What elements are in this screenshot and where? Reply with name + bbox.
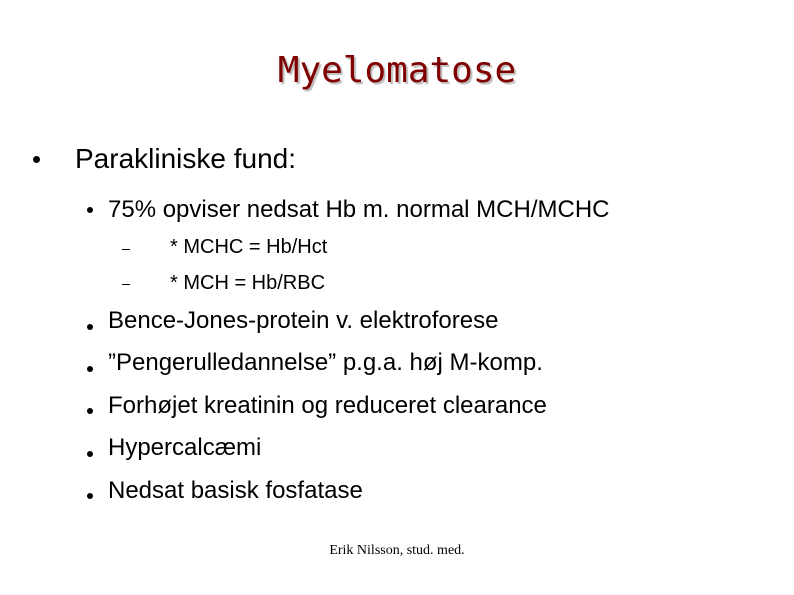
formula-text: * MCH = Hb/RBC xyxy=(170,272,326,294)
bullet-dot-icon xyxy=(33,156,40,163)
bullet-dot-icon xyxy=(87,207,93,213)
dash-bullet-icon xyxy=(122,284,130,285)
bullet-dot-icon xyxy=(87,324,93,330)
sub-bullet-text: Hypercalcæmi xyxy=(108,434,262,461)
sub-bullet-text: 75% opviser nedsat Hb m. normal MCH/MCHC xyxy=(108,196,610,223)
footer-author: Erik Nilsson, stud. med. xyxy=(329,543,465,558)
sub-bullet-text: ”Pengerulledannelse” p.g.a. høj M-komp. xyxy=(108,349,543,376)
sub-bullet-text: Bence-Jones-protein v. elektroforese xyxy=(108,307,499,334)
bullet-dot-icon xyxy=(87,493,93,499)
bullet-dot-icon xyxy=(87,366,93,372)
sub-bullet-text: Nedsat basisk fosfatase xyxy=(108,477,363,504)
bullet-dot-icon xyxy=(87,408,93,414)
dash-bullet-icon xyxy=(122,249,130,250)
formula-text: * MCHC = Hb/Hct xyxy=(170,236,328,258)
main-bullet-text: Parakliniske fund: xyxy=(75,143,297,174)
bullet-dot-icon xyxy=(87,451,93,457)
slide-title: Myelomatose xyxy=(277,50,517,91)
sub-bullet-text: Forhøjet kreatinin og reduceret clearance xyxy=(108,392,547,419)
